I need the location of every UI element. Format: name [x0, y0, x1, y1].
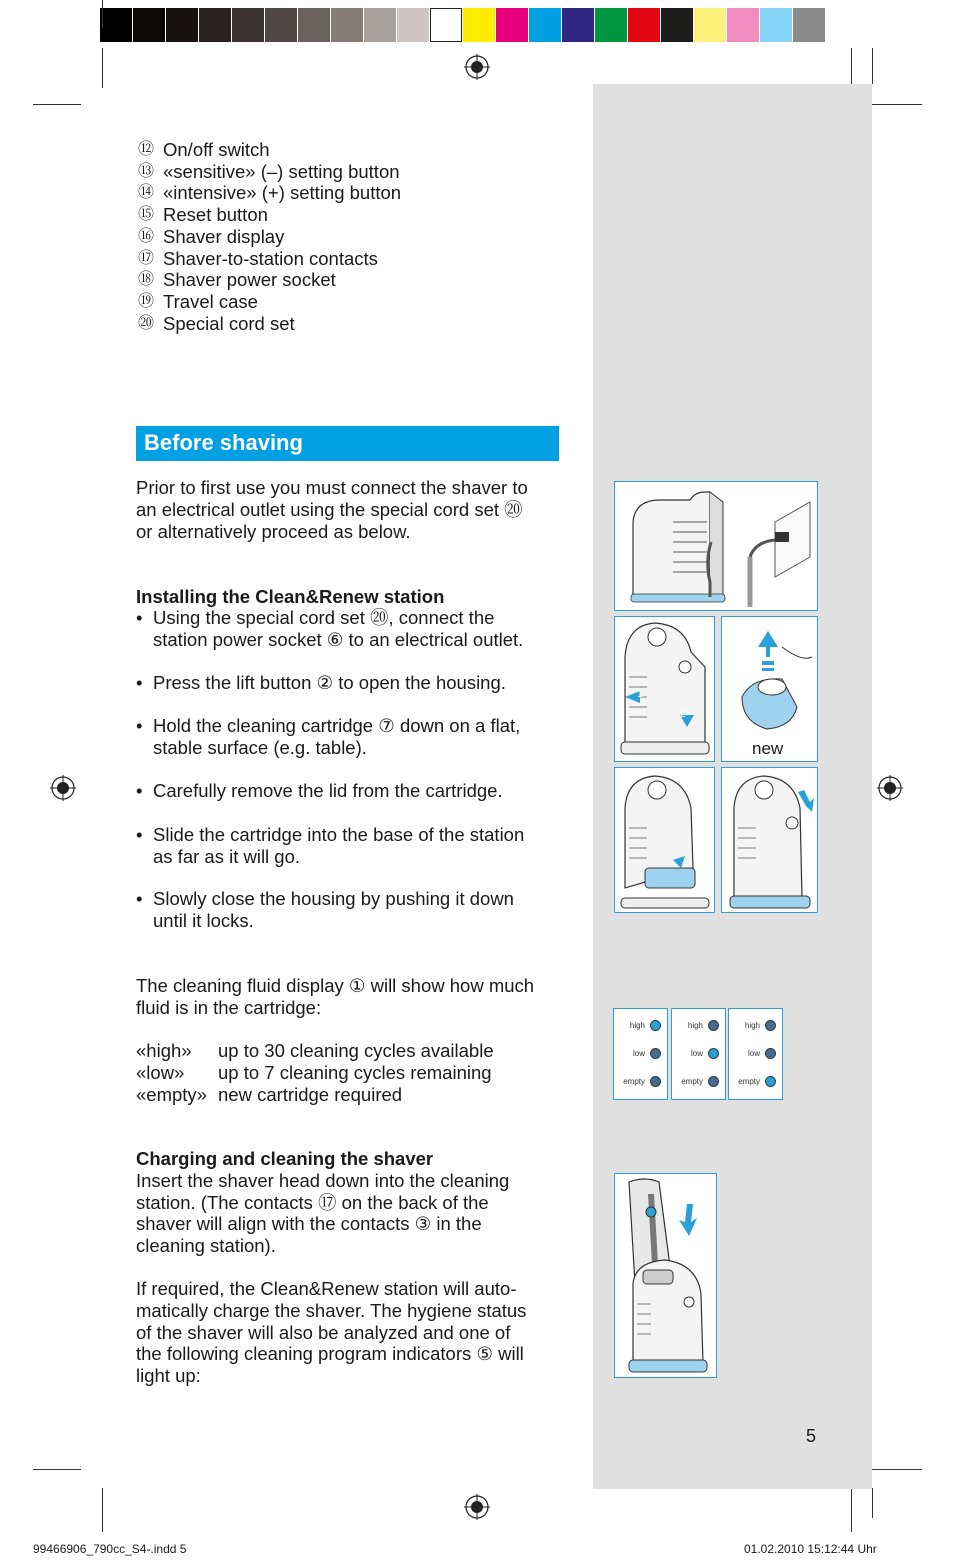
page-number: 5 [806, 1426, 817, 1446]
parts-list-item [138, 161, 401, 183]
footer-timestamp: 01.02.2010 15:12:44 Uhr [744, 1542, 877, 1556]
charging-heading: Charging and cleaning the shaver [136, 1148, 434, 1169]
parts-list-item [138, 226, 401, 248]
display-label-empty: empty [623, 1077, 645, 1086]
step-line: Slide the cartridge into the base of the station [153, 824, 525, 845]
color-swatch [562, 8, 595, 42]
fluid-level-description: up to 7 cleaning cycles remaining [218, 1061, 492, 1083]
step-number-2: 2 [680, 709, 686, 720]
color-swatch [397, 8, 430, 42]
color-swatch [760, 8, 793, 42]
display-label-high: high [687, 1021, 703, 1030]
auto-charge-paragraph [136, 1278, 526, 1387]
bullet-icon: • [136, 607, 143, 628]
charging-line: station. (The contacts ⑰ on the back of the [136, 1191, 489, 1213]
parts-list-item [138, 204, 401, 226]
fluid-level-row [136, 1084, 494, 1106]
led-high-lit-icon [650, 1020, 661, 1031]
bullet-icon: • [136, 824, 143, 845]
parts-list-item [138, 313, 401, 335]
fluid-level-key: «high» [136, 1040, 192, 1061]
part-number: ⑱ [138, 271, 155, 289]
auto-line: If required, the Clean&Renew station will auto- [136, 1278, 517, 1299]
parts-list-item [138, 139, 401, 161]
led-high-icon [765, 1020, 776, 1031]
illustration-insert-shaver [614, 1173, 717, 1378]
part-label: On/off switch [163, 139, 270, 160]
parts-list-item [138, 182, 401, 204]
crop-mark [872, 1469, 922, 1470]
crop-mark [872, 1488, 873, 1518]
display-label-low: low [747, 1049, 760, 1058]
display-label-high: high [744, 1021, 760, 1030]
part-label: Travel case [163, 290, 258, 312]
crop-mark [102, 1488, 103, 1532]
crop-mark [872, 104, 922, 105]
color-swatch [694, 8, 727, 42]
fluid-level-row [136, 1062, 494, 1084]
fluid-level-description: new cartridge required [218, 1083, 403, 1105]
illustration-open-housing [614, 616, 715, 762]
color-swatch [331, 8, 364, 42]
color-swatch [298, 8, 331, 42]
color-swatch [166, 8, 199, 42]
step-line: Press the lift button ② to open the housing. [153, 672, 506, 693]
color-swatch [265, 8, 298, 42]
intro-line: or alternatively proceed as below. [136, 520, 411, 542]
led-empty-icon [708, 1076, 719, 1087]
color-swatch [100, 8, 133, 42]
intro-line: Prior to first use you must connect the shaver to [136, 477, 528, 498]
part-label: «intensive» (+) setting button [163, 182, 402, 204]
part-number: ⑮ [138, 206, 155, 224]
new-cartridge-label: new [752, 739, 784, 758]
fluid-display-high [613, 1008, 668, 1100]
section-title: Before shaving [144, 430, 303, 455]
step-line: as far as it will go. [153, 845, 301, 867]
color-swatch [364, 8, 397, 42]
part-label: Shaver-to-station contacts [163, 247, 378, 269]
crop-mark [102, 48, 103, 88]
charging-section [136, 1148, 509, 1257]
part-number: ⑲ [138, 292, 155, 310]
bullet-icon: • [136, 672, 143, 693]
charging-line: cleaning station). [136, 1235, 276, 1257]
fluid-levels-table [136, 1040, 494, 1105]
part-number: ⑰ [138, 249, 155, 267]
auto-line: of the shaver will also be analyzed and one of [136, 1321, 511, 1343]
led-high-icon [708, 1020, 719, 1031]
crop-mark [872, 48, 873, 84]
display-label-low: low [690, 1049, 703, 1058]
fluid-intro-line: fluid is in the cartridge: [136, 996, 322, 1018]
led-empty-icon [650, 1076, 661, 1087]
crop-mark [33, 1469, 81, 1470]
charging-line: Insert the shaver head down into the cleaning [136, 1169, 510, 1191]
part-number: ⑯ [138, 227, 155, 245]
crop-mark [851, 1488, 852, 1532]
crop-mark [851, 48, 852, 88]
fluid-level-row [136, 1040, 494, 1062]
step-line: Carefully remove the lid from the cartridge. [153, 780, 503, 801]
color-swatch [529, 8, 562, 42]
fluid-level-key: «low» [136, 1061, 185, 1083]
part-label: Special cord set [163, 312, 295, 334]
registration-mark-icon [464, 54, 490, 80]
charging-line: shaver will align with the contacts ③ in the [136, 1213, 482, 1235]
crop-mark [102, 0, 103, 28]
parts-list [138, 139, 401, 334]
registration-mark-icon [877, 775, 903, 801]
color-swatch [496, 8, 529, 42]
crop-mark [33, 104, 81, 105]
part-number: ⑫ [138, 141, 155, 158]
part-label: Reset button [163, 204, 268, 226]
bullet-icon: • [136, 780, 143, 801]
print-color-bar [100, 8, 826, 42]
color-swatch [595, 8, 628, 42]
color-swatch [430, 8, 463, 42]
fluid-intro [136, 975, 534, 1019]
display-label-low: low [632, 1049, 645, 1058]
illustration-close-housing [721, 767, 818, 913]
fluid-level-description: up to 30 cleaning cycles available [218, 1040, 494, 1061]
color-swatch [793, 8, 826, 42]
footer-file-name: 99466906_790cc_S4-.indd 5 [33, 1542, 187, 1556]
part-number: ⑬ [138, 162, 155, 180]
step-line: Hold the cleaning cartridge ⑦ down on a flat, [153, 715, 521, 736]
auto-line: matically charge the shaver. The hygiene status [136, 1299, 527, 1321]
bullet-icon: • [136, 715, 143, 736]
color-swatch [661, 8, 694, 42]
section-heading-bar [136, 426, 559, 461]
parts-list-item [138, 291, 401, 313]
registration-mark-icon [50, 775, 76, 801]
led-low-icon [650, 1048, 661, 1059]
step-line: until it locks. [153, 909, 254, 931]
fluid-level-key: «empty» [136, 1083, 207, 1105]
intro-paragraph [136, 477, 528, 542]
color-swatch [628, 8, 661, 42]
led-low-icon [765, 1048, 776, 1059]
part-label: «sensitive» (–) setting button [163, 160, 400, 182]
color-swatch [463, 8, 496, 42]
parts-list-item [138, 269, 401, 291]
display-label-empty: empty [738, 1077, 760, 1086]
parts-list-item [138, 248, 401, 270]
display-label-empty: empty [681, 1077, 703, 1086]
part-number: ⑭ [138, 184, 155, 202]
illustration-slide-cartridge [614, 767, 715, 913]
step-number-1: 1 [637, 689, 643, 700]
registration-mark-icon [464, 1494, 490, 1520]
install-heading: Installing the Clean&Renew station [136, 586, 445, 607]
display-label-high: high [629, 1021, 645, 1030]
step-line: Slowly close the housing by pushing it down [153, 888, 514, 909]
color-swatch [232, 8, 265, 42]
led-low-lit-icon [708, 1048, 719, 1059]
fluid-display-low [671, 1008, 726, 1100]
step-line: stable surface (e.g. table). [153, 736, 367, 758]
auto-line: the following cleaning program indicators ⑤ will [136, 1343, 524, 1365]
fluid-display-empty [728, 1008, 783, 1100]
part-number: ⑳ [138, 314, 155, 332]
led-empty-lit-icon [765, 1076, 776, 1087]
step-line: station power socket ⑥ to an electrical outlet. [153, 628, 524, 650]
part-label: Shaver display [163, 225, 285, 247]
part-label: Shaver power socket [163, 269, 336, 291]
color-swatch [727, 8, 760, 42]
bullet-icon: • [136, 888, 143, 909]
intro-line: an electrical outlet using the special cord set ⑳ [136, 498, 523, 520]
fluid-intro-line: The cleaning fluid display ① will show how much [136, 975, 535, 996]
step-line: Using the special cord set ⑳, connect the [153, 607, 495, 628]
color-swatch [133, 8, 166, 42]
color-swatch [199, 8, 232, 42]
auto-line: light up: [136, 1365, 201, 1387]
illustration-plug-in-station [614, 481, 818, 611]
